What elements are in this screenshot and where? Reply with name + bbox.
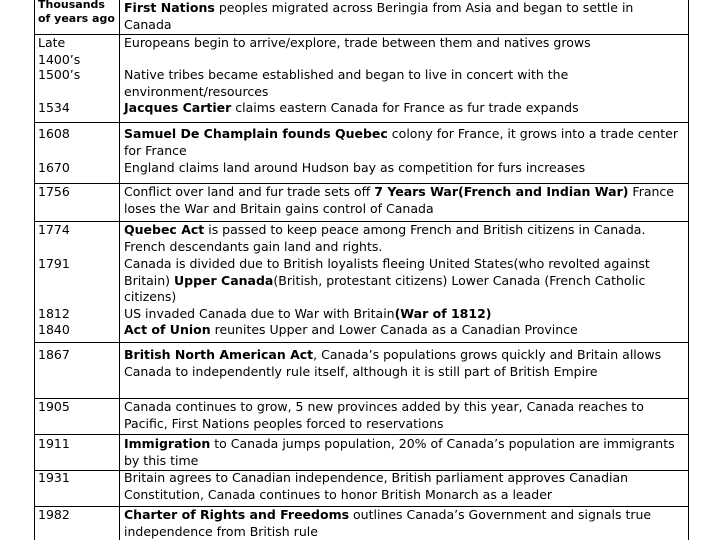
date-cell: 1774 [38,222,70,237]
table-row [35,470,688,507]
event-cell: Canada is divided due to British loyalists fleeing United States(who revolted against Britain) Upper Canada(British, protestant citizens) Lower Canada (French Catholic citizens) [124,256,650,304]
date-cell: Thousands of years ago [38,0,115,25]
event-cell: First Nations peoples migrated across Beringia from Asia and began to settle in Canada [124,0,634,32]
event-cell: Immigration to Canada jumps population, 20% of Canada’s population are immigrants by this time [124,436,675,468]
event-cell: Act of Union reunites Upper and Lower Canada as a Canadian Province [124,322,578,337]
timeline-table [34,0,689,540]
event-cell: Charter of Rights and Freedoms outlines Canada’s Government and signals true independence from British rule [124,507,652,539]
event-cell: Native tribes became established and began to live in concert with the environment/resources [124,67,569,99]
date-cell: 1670 [38,160,70,175]
event-cell: Quebec Act is passed to keep peace among French and British citizens in Canada. French descendants gain land and rights. [124,222,646,254]
date-cell: Late 1400’s [38,35,81,67]
date-cell: 1840 [38,322,70,337]
event-cell: Canada continues to grow, 5 new provinces added by this year, Canada reaches to Pacific, First Nations peoples forced to reservations [124,399,644,431]
table-row [35,434,688,471]
date-cell: 1911 [38,436,70,451]
table-row [35,506,688,540]
table-row [35,221,688,343]
date-cell: 1500’s [38,67,81,82]
date-cell: 1608 [38,126,70,141]
event-cell: England claims land around Hudson bay as competition for furs increases [124,160,586,175]
date-cell: 1791 [38,256,70,271]
date-cell: 1756 [38,184,70,199]
event-cell: Europeans begin to arrive/explore, trade between them and natives grows [124,35,591,50]
event-cell: British North American Act, Canada’s populations grows quickly and Britain allows Canada to independently rule itself, although it is still part of British Empire [124,347,662,379]
date-cell: 1812 [38,306,70,321]
event-cell: US invaded Canada due to War with Britain(War of 1812) [124,306,492,321]
event-cell: Samuel De Champlain founds Quebec colony for France, it grows into a trade center for France [124,126,678,158]
date-cell: 1534 [38,100,70,115]
table-row [35,122,688,184]
date-cell: 1867 [38,347,70,362]
event-cell: Britain agrees to Canadian independence, British parliament approves Canadian Constitution, Canada continues to honor British Monarch as a leader [124,470,629,502]
table-row [35,398,688,435]
date-cell: 1931 [38,470,70,485]
date-cell: 1905 [38,399,70,414]
event-cell: Jacques Cartier claims eastern Canada for France as fur trade expands [124,100,579,115]
table-row [35,342,688,399]
table-row [35,183,688,222]
table-row [35,34,688,123]
event-cell: Conflict over land and fur trade sets off 7 Years War(French and Indian War) France loses the War and Britain gains control of Canada [124,184,674,216]
table-row [35,0,688,35]
date-cell: 1982 [38,507,70,522]
